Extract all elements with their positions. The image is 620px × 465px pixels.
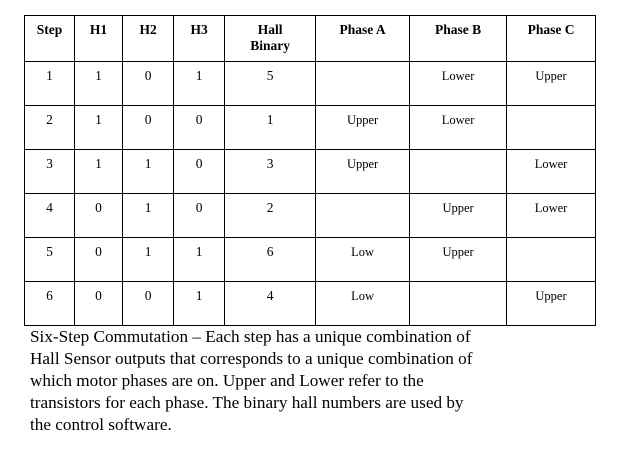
cell-step: 6 [25,282,75,326]
caption-text: Six-Step Commutation – Each step has a unique combination of Hall Sensor outputs that corresponds to a unique combination of which motor phases are on. Upper and Lower refer to the transistors for each phase. The binary hall numbers are used by the control software. [30,327,473,434]
cell-h3: 0 [174,150,225,194]
table-header-row [25,16,596,62]
cell-hall-binary: 2 [225,194,316,238]
cell-phase-a [316,62,410,106]
header-h2: H2 [123,16,174,62]
cell-phase-b [410,282,507,326]
cell-step: 5 [25,238,75,282]
cell-h1: 0 [75,194,123,238]
table-row-step-6 [25,282,596,326]
header-phase-c: Phase C [507,16,596,62]
cell-phase-c: Lower [507,150,596,194]
header-h3: H3 [174,16,225,62]
table-row-step-2 [25,106,596,150]
cell-phase-b: Upper [410,194,507,238]
cell-phase-a [316,194,410,238]
cell-step: 1 [25,62,75,106]
cell-phase-a: Upper [316,106,410,150]
cell-h2: 0 [123,62,174,106]
header-step: Step [25,16,75,62]
cell-hall-binary: 4 [225,282,316,326]
cell-phase-c: Lower [507,194,596,238]
commutation-table-container [24,15,596,326]
cell-phase-a: Upper [316,150,410,194]
cell-hall-binary: 6 [225,238,316,282]
cell-h3: 0 [174,106,225,150]
table-row-step-3 [25,150,596,194]
cell-h1: 0 [75,238,123,282]
cell-h3: 0 [174,194,225,238]
cell-phase-b: Upper [410,238,507,282]
cell-h2: 1 [123,150,174,194]
cell-hall-binary: 5 [225,62,316,106]
cell-phase-a: Low [316,282,410,326]
cell-hall-binary: 3 [225,150,316,194]
cell-h2: 1 [123,238,174,282]
cell-h3: 1 [174,282,225,326]
cell-step: 4 [25,194,75,238]
commutation-table [24,15,596,326]
cell-phase-b: Lower [410,106,507,150]
table-row-step-1 [25,62,596,106]
cell-h3: 1 [174,238,225,282]
cell-phase-c [507,238,596,282]
cell-phase-c: Upper [507,62,596,106]
cell-h1: 1 [75,150,123,194]
header-hall-binary: Hall Binary [225,16,316,62]
cell-h2: 0 [123,282,174,326]
table-row-step-4 [25,194,596,238]
cell-hall-binary: 1 [225,106,316,150]
cell-h1: 1 [75,106,123,150]
cell-step: 3 [25,150,75,194]
cell-h2: 0 [123,106,174,150]
cell-step: 2 [25,106,75,150]
cell-phase-c: Upper [507,282,596,326]
header-h1: H1 [75,16,123,62]
header-phase-b: Phase B [410,16,507,62]
cell-phase-c [507,106,596,150]
cell-phase-b: Lower [410,62,507,106]
cell-h3: 1 [174,62,225,106]
cell-h2: 1 [123,194,174,238]
cell-h1: 1 [75,62,123,106]
cell-h1: 0 [75,282,123,326]
cell-phase-a: Low [316,238,410,282]
header-phase-a: Phase A [316,16,410,62]
cell-phase-b [410,150,507,194]
table-row-step-5 [25,238,596,282]
